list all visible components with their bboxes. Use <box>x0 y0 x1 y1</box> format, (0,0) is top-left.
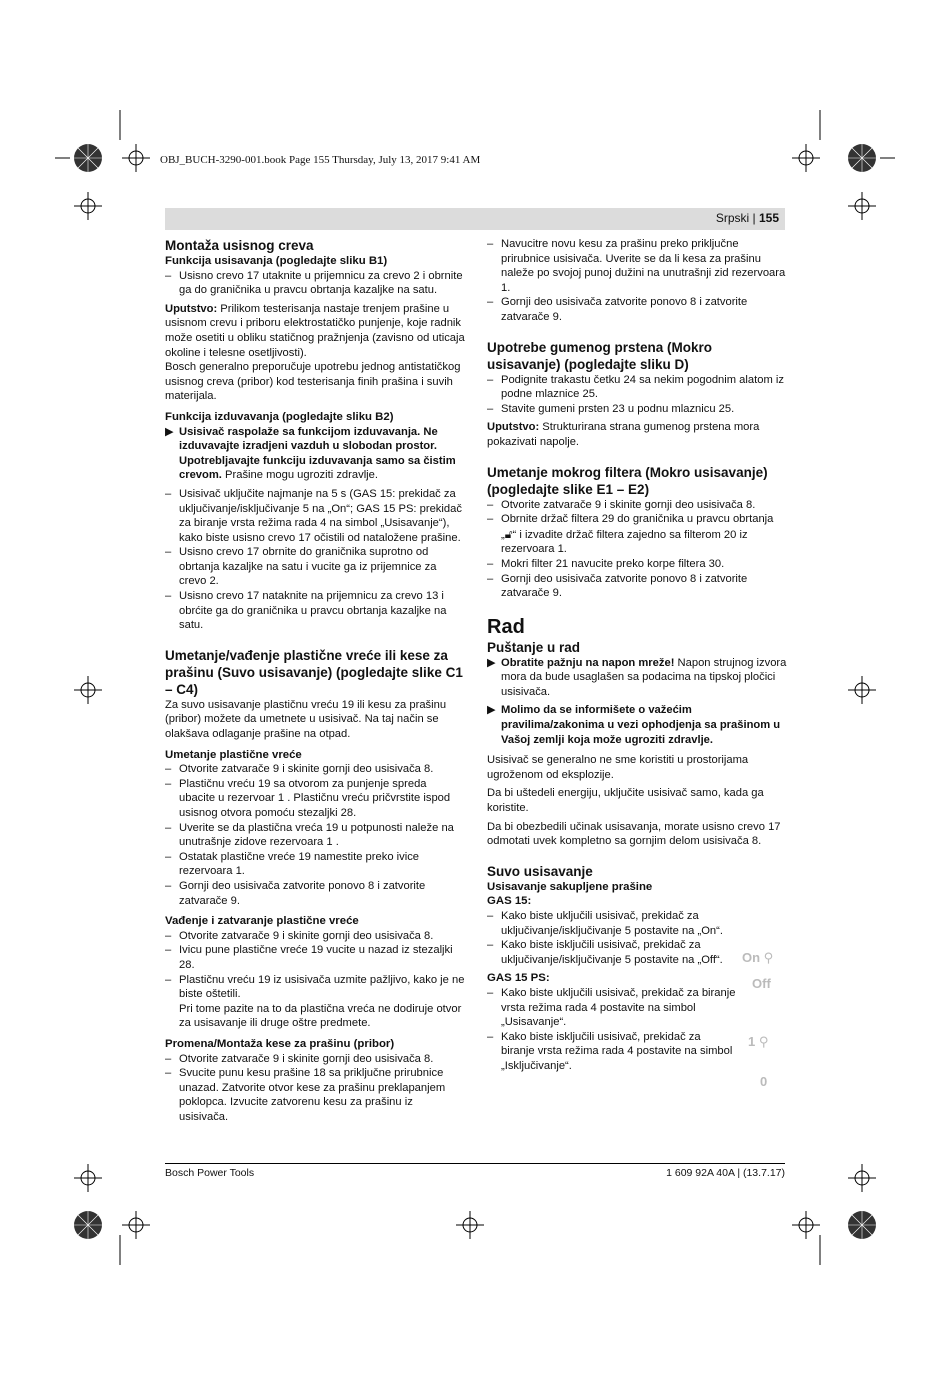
heading-gas15: GAS 15: <box>487 895 532 908</box>
paragraph: Usisivač se generalno ne sme koristiti u prostorijama ugroženom od eksplozije. <box>487 754 749 781</box>
list-item: – Svucite punu kesu prašine 18 sa priključne prirubnice unazad. Zatvorite otvor kese za prašinu preklapanjem poklopca. Izvucite zatvorenu kesu za prašinu iz usisivača. <box>165 1067 446 1123</box>
list-item-continued: Pri tome pazite na to da plastična vreća ne dodiruje otvor za usisavanje ili druge oštre predmete. <box>179 1002 462 1030</box>
page-number: 155 <box>758 211 779 225</box>
page-header: Srpski | 155 <box>715 211 779 225</box>
list-item: – Podignite trakastu četku 24 sa nekim pogodnim alatom iz podne mlaznice 25. <box>487 373 784 401</box>
list-item: – Usisno crevo 17 utaknite u prijemnicu za crevo 2 i obrnite ga do graničnika u pravcu obrtanja kazaljke na satu. <box>165 269 463 297</box>
lock-icon: 🔓︎ <box>504 526 513 541</box>
list-item: – Usisivač uključite najmanje na 5 s (GAS 15: prekidač za uključivanje/isključivanje 5 na „On“; GAS 15 PS: prekidač za biranje vrsta režima rada 4 na simbol „Usisavanje“), kako biste usisno crevo 17 očistili od nataložene prašine. <box>165 487 462 544</box>
list-item: – Otvorite zatvarače 9 i skinite gornji deo usisivača 8. <box>165 929 434 942</box>
list-item: – Kako biste isključili usisivač, prekidač za biranje vrsta režima rada 4 postavite na simbol „Isključivanje“. <box>487 1030 733 1072</box>
heading-suvo: Suvo usisavanje <box>487 863 593 879</box>
list-item: – Usisno crevo 17 obrnite do graničnika suprotno od obrtanja kazaljke na satu i vucite ga iz prijemnice za crevo 2. <box>165 546 437 588</box>
list-item: – Gornji deo usisivača zatvorite ponovo 8 i zatvorite zatvarače 9. <box>487 296 748 323</box>
footer-rule <box>165 1163 785 1164</box>
list-item: – Otvorite zatvarače 9 i skinite gornji deo usisivača 8. <box>165 763 434 776</box>
list-item: – Otvorite zatvarače 9 i skinite gornji deo usisivača 8. <box>487 498 756 511</box>
heading-montaza: Montaža usisnog creva <box>165 238 314 253</box>
footer-left: Bosch Power Tools <box>165 1167 255 1179</box>
note-uputstvo: Uputstvo: Prilikom testerisanja nastaje trenjem prašine u usisnom crevu i priboru elektrostatičko punjenje, koje radnik može osetiti u obliku statičnog pražnjenja (zavisno od uticaja okoline i telesne osetljivosti). <box>165 302 465 359</box>
list-item: – Kako biste uključili usisivač, prekidač za biranje vrsta režima rada 4 postavite na simbol „Usisavanje“. <box>487 986 736 1029</box>
heading-pustanje: Puštanje u rad <box>487 639 581 655</box>
right-column <box>487 237 787 1074</box>
symbol-0: 0 <box>760 1074 768 1089</box>
symbol-off: Off <box>752 976 771 991</box>
warning-item: ▶ Molimo da se informišete o važećim pravilima/zakonima u vezi ophodjenja sa prašinom u Vašoj zemlji koja može ugroziti zdravlje. <box>487 704 781 746</box>
list-item: – Mokri filter 21 navucite preko korpe filtera 30. <box>487 557 725 570</box>
list-item: – Stavite gumeni prsten 23 u podnu mlaznicu 25. <box>487 402 735 415</box>
symbol-1: 1 ⚲ <box>748 1034 769 1049</box>
list-item: – Gornji deo usisivača zatvorite ponovo 8 i zatvorite zatvarače 9. <box>165 879 426 907</box>
symbol-on: On ⚲ <box>742 950 774 965</box>
list-item: – Navucitre novu kesu za prašinu preko priključne prirubnice usisivača. Uverite se da li kesa za prašinu naleže po svojoj punoj dužini na unutrašnji zid rezervoara 1. <box>487 238 786 294</box>
list-item: – Usisno crevo 17 nataknite na prijemnicu za crevo 13 i obrćite ga do graničnika u pravcu obrtanja kazaljke na satu. <box>165 590 447 632</box>
list-item: – Kako biste uključili usisivač, prekidač za uključivanje/isključivanje 5 postavite na „On“. <box>487 910 723 937</box>
heading-gas15ps: GAS 15 PS: <box>487 972 550 985</box>
section-name: Srpski <box>715 211 750 225</box>
paragraph: Za suvo usisavanje plastičnu vreću 19 ili kesu za prašinu (pribor) možete da umetnete u usisivač. Na taj način se olakšava odlaganje prašine na otpad. <box>165 698 447 741</box>
list-item: – Ostatak plastične vreće 19 namestite preko ivice rezervoara 1. <box>165 850 420 878</box>
warning-item: ▶ Obratite pažnju na napon mreže! Napon strujnog izvora mora da bude usaglašen sa podacima na tipskoj pločici usisivača. <box>487 656 787 698</box>
heading-umetanje-plasticne: Umetanje plastične vreće <box>165 748 302 761</box>
heading-mokri-filter: Umetanje mokrog filtera (Mokro usisavanje) (pogledajte slike E1 – E2) <box>487 464 768 497</box>
list-item: – Gornji deo usisivača zatvorite ponovo 8 i zatvorite zatvarače 9. <box>487 572 748 600</box>
list-item: – Plastičnu vreću 19 iz usisivača uzmite pažljivo, kako je ne biste oštetili. <box>165 973 465 1001</box>
paragraph: Bosch generalno preporučuje upotrebu jednog antistatičkog usisnog creva (pribor) kod testerisanja finih prašina i suvih materijala. <box>165 361 461 403</box>
list-item: – Ivicu pune plastične vreće 19 vucite u nazad iz stezaljki 28. <box>165 944 453 971</box>
list-item: – Obrnite držač filtera 29 do graničnika u pravcu obrtanja „🔓︎“ i izvadite držač filtera zajedno sa filterom 20 iz rezervoara 1. <box>487 513 774 556</box>
vacuum-icon: ⚲ <box>755 1034 769 1049</box>
warning-item: ▶ Usisivač raspolaže sa funkcijom izduvavanja. Ne izduvavajte izradjeni vazduh u slobodan prostor. Upotrebljavajte funkciju izduvavanja samo sa čistim crevom. Prašine mogu ugroziti zdravlje. <box>165 425 456 482</box>
paragraph: Da bi obezbedili učinak usisavanja, morate usisno crevo 17 odmotati uvek kompletno sa gornjim delom usisivača 8. <box>487 820 781 848</box>
list-item: – Plastičnu vreću 19 sa otvorom za punjenje spreda ubacite u rezervoar 1 . Plastičnu vreću pričvrstite ispod usisnog otvora pomoću stezaljki 28. <box>165 777 451 819</box>
heading-sakupljene: Usisavanje sakupljene prašine <box>487 880 653 893</box>
heading-vadjenje: Vađenje i zatvaranje plastične vreće <box>165 915 359 928</box>
heading-umetanje-vrece: Umetanje/vađenje plastične vreće ili kese za prašinu (Suvo usisavanje) (pogledajte slike C1 – C4) <box>165 647 463 697</box>
list-item: – Otvorite zatvarače 9 i skinite gornji deo usisivača 8. <box>165 1052 434 1065</box>
list-item: – Kako biste isključili usisivač, prekidač za uključivanje/isključivanje 5 postavite na „Off“. <box>487 939 723 966</box>
page-header-bar <box>165 208 785 230</box>
paragraph: Da bi uštedeli energiju, uključite usisivač samo, kada ga koristite. <box>487 787 764 815</box>
heading-funkcija-usisavanja: Funkcija usisavanja (pogledajte sliku B1) <box>165 255 388 267</box>
heading-rad: Rad <box>487 615 525 638</box>
print-slug: OBJ_BUCH-3290-001.book Page 155 Thursday, July 13, 2017 9:41 AM <box>160 154 481 166</box>
heading-promena: Promena/Montaža kese za prašinu (pribor) <box>165 1037 395 1050</box>
heading-gumeni-prsten: Upotrebe gumenog prstena (Mokro usisavanje) (pogledajte sliku D) <box>487 339 713 372</box>
heading-funkcija-izduvavanja: Funkcija izduvavanja (pogledajte sliku B2) <box>165 410 394 423</box>
footer-right: 1 609 92A 40A | (13.7.17) <box>666 1167 785 1179</box>
vacuum-icon: ⚲ <box>760 950 774 965</box>
list-item: – Uverite se da plastična vreća 19 u potpunosti naleže na unutrašnje zidove rezervoara 1 . <box>165 821 454 849</box>
left-column <box>165 237 465 1124</box>
note-uputstvo: Uputstvo: Strukturirana strana gumenog prstena mora pokazivati napolje. <box>487 421 760 448</box>
